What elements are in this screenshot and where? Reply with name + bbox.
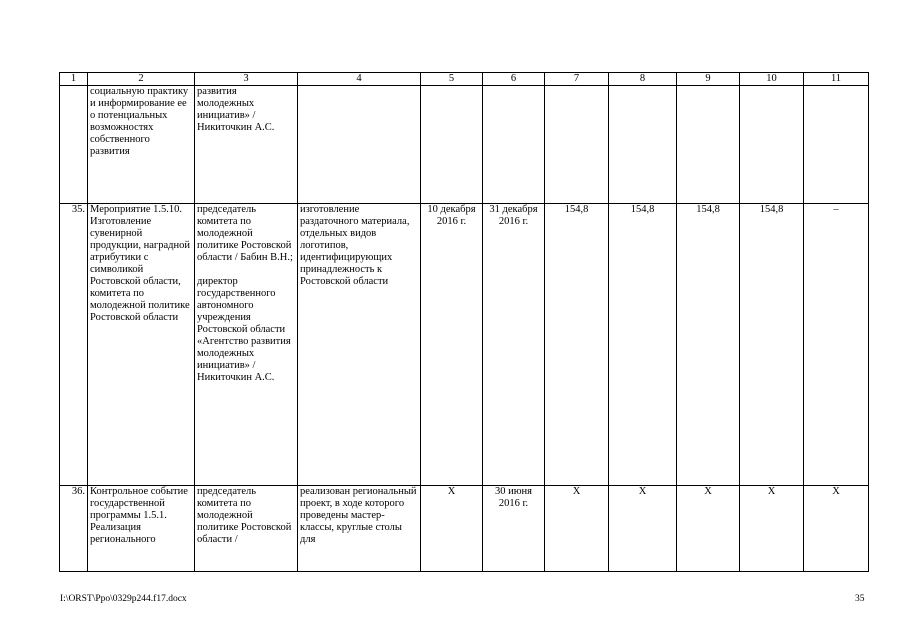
value-cell (804, 86, 869, 204)
number-cell (60, 86, 88, 204)
header-cell: 6 (483, 73, 545, 86)
end-date-cell: 30 июня 2016 г. (483, 486, 545, 572)
event-cell: Мероприятие 1.5.10. Изготовление сувенирной продукции, наградной атрибутики с символикой Ростовской области, комитета по молодежной политике Ростовской области (88, 204, 195, 486)
responsible-cell: развития молодежных инициатив» / Никиточкин А.С. (195, 86, 298, 204)
value-cell: 154,8 (740, 204, 804, 486)
header-cell: 2 (88, 73, 195, 86)
value-cell: Х (545, 486, 609, 572)
responsible-cell (195, 204, 298, 486)
value-cell: 154,8 (545, 204, 609, 486)
responsible-cell: председатель комитета по молодежной политике Ростовской области / (195, 486, 298, 572)
header-cell: 4 (298, 73, 421, 86)
value-cell: Х (609, 486, 677, 572)
header-cell: 1 (60, 73, 88, 86)
header-cell: 3 (195, 73, 298, 86)
result-cell: реализован региональный проект, в ходе которого проведены мастер-классы, круглые столы для (298, 486, 421, 572)
event-cell: социальную практику и информирование ее о потенциальных возможностях собственного развития (88, 86, 195, 204)
table-row-35 (60, 204, 869, 486)
continuation-row (60, 86, 869, 204)
header-cell: 11 (804, 73, 869, 86)
value-cell: Х (804, 486, 869, 572)
header-cell: 9 (677, 73, 740, 86)
start-date-cell: Х (421, 486, 483, 572)
value-cell (740, 86, 804, 204)
value-cell (609, 86, 677, 204)
value-cell: Х (677, 486, 740, 572)
header-row (60, 73, 869, 86)
value-cell: Х (740, 486, 804, 572)
header-cell: 5 (421, 73, 483, 86)
event-cell: Контрольное событие государственной программы 1.5.1. Реализация регионального (88, 486, 195, 572)
end-date-cell (483, 86, 545, 204)
table-row-36 (60, 486, 869, 572)
row-number: 35. (60, 204, 88, 486)
value-cell (677, 86, 740, 204)
result-cell (298, 86, 421, 204)
start-date-cell: 10 декабря 2016 г. (421, 204, 483, 486)
program-table (59, 72, 869, 572)
file-path: I:\ORST\Ppo\0329p244.f17.docx (60, 594, 187, 604)
responsible-chairman: председатель комитета по молодежной политике Ростовской области / Бабин В.Н.; (197, 204, 293, 263)
end-date-cell: 31 декабря 2016 г. (483, 204, 545, 486)
value-cell: 154,8 (677, 204, 740, 486)
header-cell: 8 (609, 73, 677, 86)
responsible-director: директор государственного автономного учреждения Ростовской области «Агентство развития молодежных инициатив» / Никиточкин А.С. (197, 276, 291, 383)
value-cell: – (804, 204, 869, 486)
start-date-cell (421, 86, 483, 204)
result-cell: изготовление раздаточного материала, отдельных видов логотипов, идентифицирующих принадлежность к Ростовской области (298, 204, 421, 486)
value-cell: 154,8 (609, 204, 677, 486)
value-cell (545, 86, 609, 204)
row-number: 36. (60, 486, 88, 572)
header-cell: 10 (740, 73, 804, 86)
page-number: 35 (855, 594, 865, 604)
header-cell: 7 (545, 73, 609, 86)
